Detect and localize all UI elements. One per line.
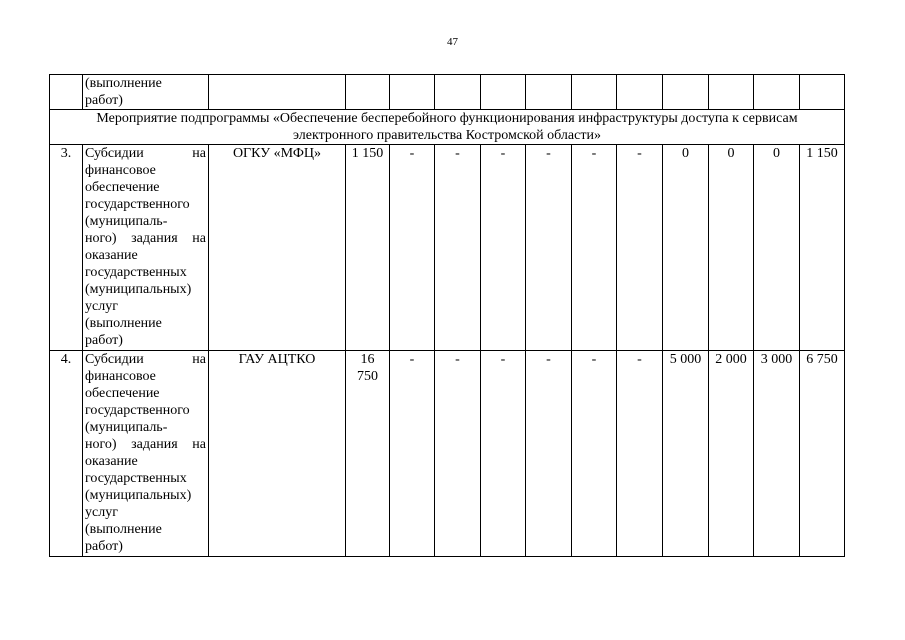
cell-value [709, 75, 754, 110]
table-row-section-heading [50, 110, 845, 145]
section-heading: Мероприятие подпрограммы «Обеспечение бесперебойного функционирования инфраструктуры доступа к сервисам электронного правительства Костромской области» [50, 110, 845, 145]
cell-value: 0 [709, 145, 754, 351]
cell-value: 0 [754, 145, 800, 351]
cell-num [50, 75, 83, 110]
cell-value: 5 000 [663, 351, 709, 557]
cell-value: - [481, 351, 526, 557]
cell-value [481, 75, 526, 110]
cell-description: Субсидии на финансовое обеспечение государственного (муниципаль- ного) задания на оказание государственных (муниципальных) услуг (выполнение работ) [83, 145, 209, 351]
cell-description: (выполнение работ) [83, 75, 209, 110]
cell-total: 16 750 [346, 351, 390, 557]
table-row [50, 351, 845, 557]
cell-value [754, 75, 800, 110]
cell-value: - [435, 351, 481, 557]
cell-value [663, 75, 709, 110]
row-number: 4. [50, 351, 83, 557]
page-number: 47 [447, 36, 458, 48]
cell-value: 3 000 [754, 351, 800, 557]
cell-value: - [572, 145, 617, 351]
cell-value: - [390, 351, 435, 557]
cell-value: - [526, 145, 572, 351]
cell-value [526, 75, 572, 110]
table-row-continuation [50, 75, 845, 110]
cell-description: Субсидии на финансовое обеспечение государственного (муниципаль- ного) задания на оказание государственных (муниципальных) услуг (выполнение работ) [83, 351, 209, 557]
cell-value: - [526, 351, 572, 557]
cell-value: - [572, 351, 617, 557]
cell-value: 2 000 [709, 351, 754, 557]
table-row [50, 145, 845, 351]
cell-value: 6 750 [800, 351, 845, 557]
cell-executor [209, 75, 346, 110]
cell-value: 0 [663, 145, 709, 351]
cell-total: 1 150 [346, 145, 390, 351]
cell-value [617, 75, 663, 110]
cell-total [346, 75, 390, 110]
cell-value: - [435, 145, 481, 351]
cell-value: - [390, 145, 435, 351]
row-number: 3. [50, 145, 83, 351]
cell-value [390, 75, 435, 110]
cell-value [800, 75, 845, 110]
cell-value: 1 150 [800, 145, 845, 351]
cell-value: - [617, 351, 663, 557]
cell-value: - [481, 145, 526, 351]
cell-executor: ОГКУ «МФЦ» [209, 145, 346, 351]
cell-value [572, 75, 617, 110]
cell-executor: ГАУ АЦТКО [209, 351, 346, 557]
cell-value: - [617, 145, 663, 351]
budget-table [49, 74, 845, 557]
cell-value [435, 75, 481, 110]
